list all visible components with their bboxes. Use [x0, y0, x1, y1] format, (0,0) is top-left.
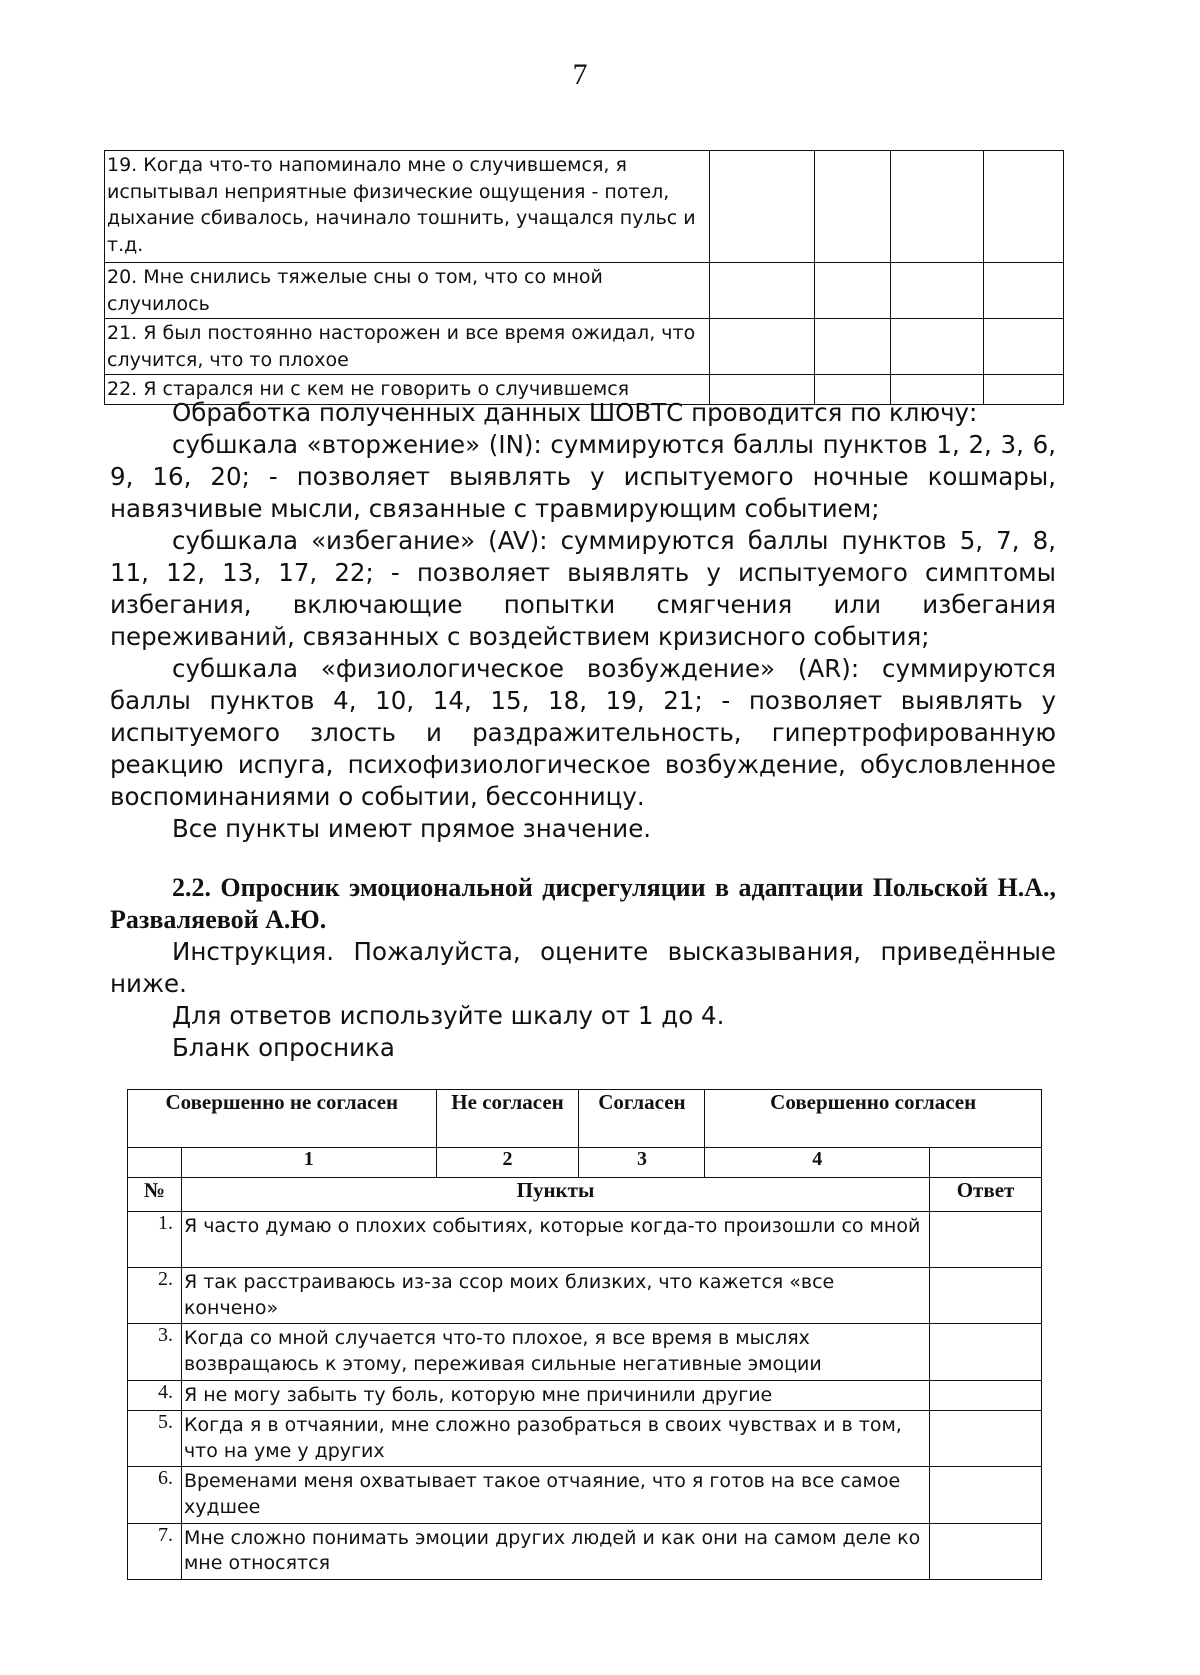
column-header-number: №: [128, 1178, 182, 1212]
scale-label: Совершенно не согласен: [128, 1090, 437, 1148]
item-number: 5.: [128, 1411, 182, 1467]
table-row: [128, 1380, 1042, 1411]
paragraph: субшкала «вторжение» (IN): суммируются баллы пунктов 1, 2, 3, 6, 9, 16, 20; - позволяет выявлять у испытуемого ночные кошмары, навязчивые мысли, связанные с травмирующим событием;: [110, 430, 1056, 523]
paragraph: Инструкция. Пожалуйста, оцените высказывания, приведённые ниже.: [110, 937, 1056, 998]
table-row: [105, 263, 1064, 319]
paragraph: Все пункты имеют прямое значение.: [172, 814, 652, 843]
scale-label: Не согласен: [436, 1090, 579, 1148]
page-number: 7: [572, 58, 588, 91]
answer-cell[interactable]: [710, 151, 815, 263]
emotion-dysregulation-questionnaire: [127, 1089, 1042, 1580]
scale-label: Совершенно согласен: [705, 1090, 1042, 1148]
scale-value: 2: [436, 1148, 579, 1178]
item-number: 7.: [128, 1523, 182, 1579]
section-2-2: [110, 872, 1056, 1064]
answer-cell[interactable]: [815, 319, 891, 375]
answer-cell[interactable]: [930, 1523, 1042, 1579]
question-text: 20. Мне снились тяжелые сны о том, что со мной случилось: [105, 263, 710, 319]
trauma-scale-table-continued: [104, 150, 1064, 405]
item-text: Когда я в отчаянии, мне сложно разобраться в своих чувствах и в том, что на уме у других: [181, 1411, 929, 1467]
scale-label: Согласен: [579, 1090, 705, 1148]
answer-cell[interactable]: [984, 151, 1064, 263]
answer-cell[interactable]: [815, 263, 891, 319]
column-header-answer: Ответ: [930, 1178, 1042, 1212]
table-row: [128, 1411, 1042, 1467]
answer-cell[interactable]: [815, 151, 891, 263]
scale-value: 4: [705, 1148, 930, 1178]
question-text: 22. Я старался ни с кем не говорить о случившемся: [105, 375, 710, 405]
answer-cell[interactable]: [984, 263, 1064, 319]
table-row: [128, 1212, 1042, 1268]
column-header-row: [128, 1178, 1042, 1212]
answer-cell[interactable]: [930, 1380, 1042, 1411]
table-row: [128, 1324, 1042, 1380]
column-header-items: Пункты: [181, 1178, 929, 1212]
scale-label-row: [128, 1090, 1042, 1148]
scale-value: 3: [579, 1148, 705, 1178]
item-text: Я не могу забыть ту боль, которую мне причинили другие: [181, 1380, 929, 1411]
answer-cell[interactable]: [930, 1268, 1042, 1324]
item-number: 2.: [128, 1268, 182, 1324]
item-number: 6.: [128, 1467, 182, 1523]
table-row: [128, 1467, 1042, 1523]
answer-cell[interactable]: [710, 263, 815, 319]
answer-cell[interactable]: [930, 1467, 1042, 1523]
item-number: 4.: [128, 1380, 182, 1411]
table-row: [105, 319, 1064, 375]
item-text: Я часто думаю о плохих событиях, которые когда-то произошли со мной: [181, 1212, 929, 1268]
answer-cell[interactable]: [984, 319, 1064, 375]
paragraph: Для ответов используйте шкалу от 1 до 4.: [172, 1001, 725, 1030]
question-text: 19. Когда что-то напоминало мне о случившемся, я испытывал неприятные физические ощущения - потел, дыхание сбивалось, начинало тошнить, учащался пульс и т.д.: [105, 151, 710, 263]
table-row: [128, 1268, 1042, 1324]
paragraph: субшкала «физиологическое возбуждение» (AR): суммируются баллы пунктов 4, 10, 14, 15, 18, 19, 21; - позволяет выявлять у испытуемого злость и раздражительность, гипертрофированную реакцию испуга, психофизиологическое возбуждение, обусловленное воспоминаниями о событии, бессонницу.: [110, 654, 1056, 811]
item-text: Я так расстраиваюсь из-за ссор моих близких, что кажется «все кончено»: [181, 1268, 929, 1324]
table-row: [128, 1523, 1042, 1579]
answer-cell[interactable]: [930, 1212, 1042, 1268]
scale-value: 1: [181, 1148, 436, 1178]
answer-cell[interactable]: [891, 319, 984, 375]
scale-value-row: [128, 1148, 1042, 1178]
item-text: Временами меня охватывает такое отчаяние, что я готов на все самое худшее: [181, 1467, 929, 1523]
answer-cell[interactable]: [891, 151, 984, 263]
paragraph: Обработка полученных данных ШОВТС проводится по ключу:: [172, 398, 978, 427]
answer-cell[interactable]: [891, 263, 984, 319]
section-heading: 2.2. Опросник эмоциональной дисрегуляции в адаптации Польской Н.А., Разваляевой А.Ю.: [110, 873, 1056, 934]
answer-cell[interactable]: [710, 319, 815, 375]
question-text: 21. Я был постоянно насторожен и все время ожидал, что случится, что то плохое: [105, 319, 710, 375]
item-text: Когда со мной случается что-то плохое, я все время в мыслях возвращаюсь к этому, переживая сильные негативные эмоции: [181, 1324, 929, 1380]
scoring-instructions: [110, 397, 1056, 845]
item-text: Мне сложно понимать эмоции других людей и как они на самом деле ко мне относятся: [181, 1523, 929, 1579]
item-number: 3.: [128, 1324, 182, 1380]
paragraph: субшкала «избегание» (AV): суммируются баллы пунктов 5, 7, 8, 11, 12, 13, 17, 22; - позволяет выявлять у испытуемого симптомы избегания, включающие попытки смягчения или избегания переживаний, связанных с воздействием кризисного события;: [110, 526, 1056, 651]
paragraph: Бланк опросника: [172, 1033, 395, 1062]
answer-cell[interactable]: [930, 1324, 1042, 1380]
answer-cell[interactable]: [930, 1411, 1042, 1467]
table-row: [105, 151, 1064, 263]
item-number: 1.: [128, 1212, 182, 1268]
